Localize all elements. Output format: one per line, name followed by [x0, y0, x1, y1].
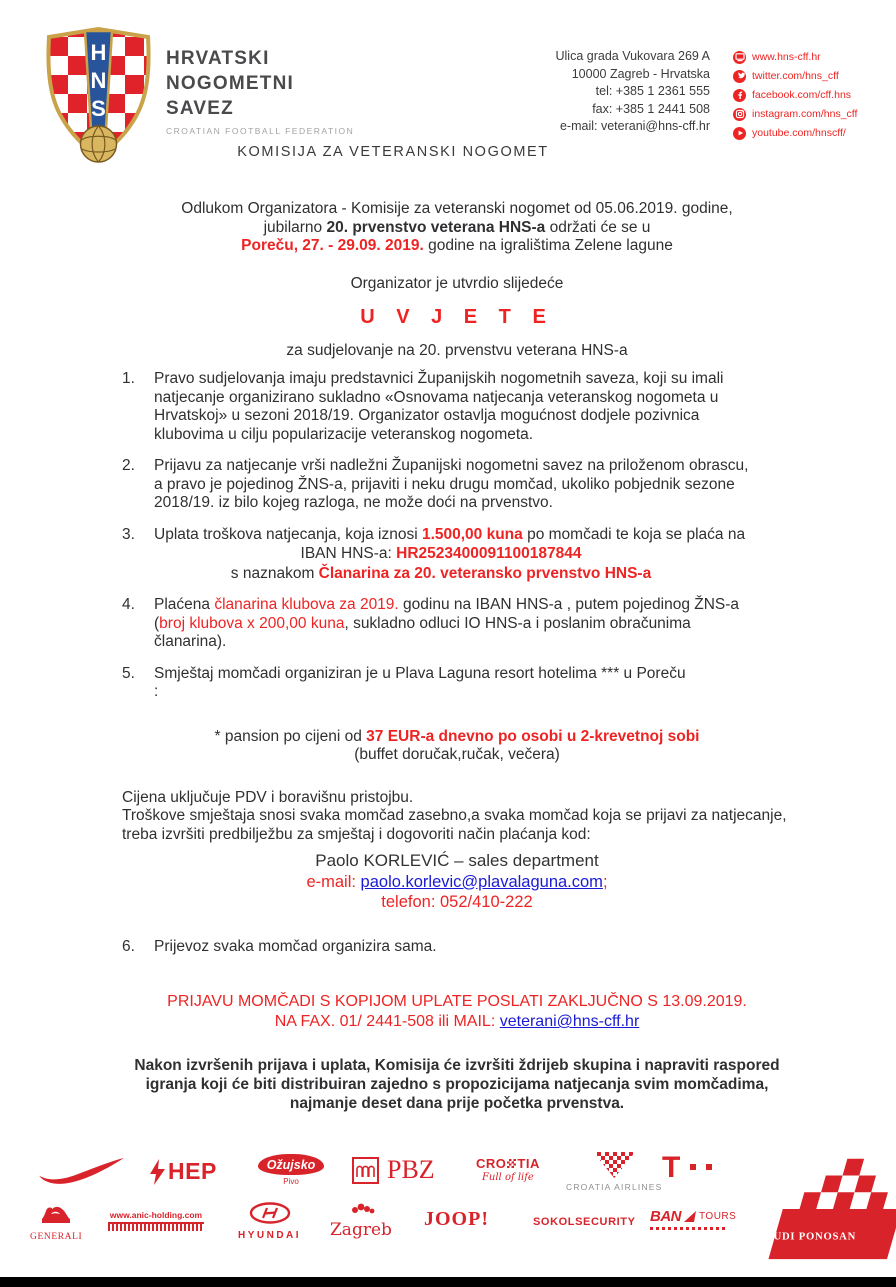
list-item: [122, 596, 792, 652]
ozujsko-label: Ožujsko: [266, 1157, 316, 1172]
croatia-tourism-logo: [476, 1156, 540, 1183]
item-number: 5.: [122, 664, 135, 682]
social-label: youtube.com/hnscff/: [752, 127, 846, 139]
pbz-label: PBZ: [387, 1155, 435, 1184]
joop-label: JOOP!: [424, 1208, 489, 1230]
croatia-airlines-label: CROATIA AIRLINES: [566, 1182, 663, 1192]
ozujsko-sub-label: Pivo: [283, 1177, 299, 1186]
item-main-text: Uplata troškova natjecanja, koja iznosi 1.500,00 kuna po momčadi te koja se plaća na: [154, 525, 746, 543]
deadline-notice: PRIJAVU MOMČADI S KOPIJOM UPLATE POSLATI ZAKLJUČNO S 13.09.2019. NA FAX. 01/ 2441-508 ili MAIL: veterani@hns-cff.hr: [167, 993, 747, 1030]
list-item: [122, 665, 792, 702]
hyundai-oval-icon: [249, 1202, 291, 1224]
generali-label: GENERALI: [30, 1232, 83, 1242]
zagreb-crown-icon: [343, 1203, 379, 1215]
hep-label: HEP: [168, 1158, 217, 1184]
federation-name: [166, 46, 354, 136]
ban-dots-icon: [650, 1227, 728, 1230]
phone-line: tel: +385 1 2361 555: [595, 84, 710, 98]
croatia-part1: CRO: [476, 1156, 507, 1171]
subtitle-line: za sudjelovanje na 20. prvenstvu veterana HNS-a: [286, 341, 628, 359]
social-label: www.hns-cff.hr: [752, 51, 821, 63]
budi-ponosan-banner: [744, 1146, 896, 1278]
joop-logo: [424, 1208, 489, 1231]
department-title: KOMISIJA ZA VETERANSKI NOGOMET: [237, 144, 549, 160]
address-line: 10000 Zagreb - Hrvatska: [571, 66, 710, 81]
payment-note-line: s naznakom Članarina za 20. veteransko prvenstvo HNS-a: [230, 564, 652, 582]
bottom-black-bar: [0, 1277, 896, 1287]
svg-text:N: N: [90, 68, 107, 93]
svg-text:H: H: [90, 40, 107, 65]
list-item: [122, 938, 792, 957]
anic-skyline-icon: [108, 1222, 204, 1231]
item-text: [154, 526, 760, 584]
hep-logo: [150, 1158, 217, 1185]
list-item: [122, 526, 792, 584]
item-number: 3.: [122, 525, 135, 543]
item-text: Plaćena članarina klubova za 2019. godinu na IBAN HNS-a , putem pojedinog ŽNS-a (broj klubova x 200,00 kuna, sukladno odluci IO HNS-a i poslanim obračunima članarina).: [154, 596, 740, 650]
website-icon: [733, 51, 746, 64]
brand-line: NOGOMETNI: [166, 73, 294, 94]
sokol-security-logo: [533, 1216, 636, 1228]
email-line: e-mail: veterani@hns-cff.hr: [559, 119, 710, 133]
item-text: Prijevoz svaka momčad organizira sama.: [154, 937, 437, 955]
telekom-dot-icon: [706, 1164, 712, 1170]
social-label: facebook.com/cff.hns: [752, 89, 852, 101]
contact-person-block: [122, 852, 792, 912]
nike-swoosh-icon: [36, 1156, 128, 1184]
pansion-meals-line: (buffet doručak,ručak, večera): [354, 746, 560, 763]
croatia-airlines-logo: [566, 1152, 663, 1192]
ban-pennant-icon: [684, 1211, 696, 1222]
twitter-icon: [733, 70, 746, 83]
email-link[interactable]: paolo.korlevic@plavalaguna.com: [360, 872, 603, 891]
ban-label: BAN: [650, 1208, 681, 1225]
closing-paragraph: Nakon izvršenih prijava i uplata, Komisija će izvršiti ždrijeb skupina i napraviti raspored igranja koji će biti distribuiran zajedno s propozicijama natjecanja svim momčadima, najmanje deset dana prije početka prvenstva.: [134, 1057, 780, 1112]
iban-line: IBAN HNS-a: HR2523400091100187844: [300, 545, 582, 562]
hyundai-label: HYUNDAI: [238, 1230, 302, 1241]
list-item: [122, 370, 792, 444]
telekom-logo: [662, 1151, 712, 1184]
fax-line: fax: +385 1 2441 508: [592, 101, 710, 116]
organizer-line: Organizator je utvrdio slijedeće: [350, 274, 564, 292]
telekom-dot-icon: [690, 1164, 696, 1170]
social-website: [733, 50, 857, 64]
item-text: Smještaj momčadi organiziran je u Plava Laguna resort hotelima *** u Poreču :: [154, 664, 686, 700]
pansion-price-line: * pansion po cijeni od 37 EUR-a dnevno po osobi u 2-krevetnoj sobi: [214, 727, 700, 745]
contact-person-phone: telefon: 052/410-222: [381, 893, 533, 911]
item-text: Pravo sudjelovanja imaju predstavnici Županijskih nogometnih saveza, koji su imali natjecanje organizirano sukladno «Osnovama natjecanja veteranskog nogometa u Hrvatskoj» u sezoni 2018/19. Organizator ostavlja mogućnost dodjele pozivnica klubovima u cilju popularizacije veteranskog nogometa.: [154, 370, 724, 443]
item-number: 6.: [122, 937, 135, 955]
letter-body: [122, 200, 792, 1113]
facebook-icon: [733, 89, 746, 102]
email-link[interactable]: veterani@hns-cff.hr: [499, 1013, 640, 1030]
social-label: twitter.com/hns_cff: [752, 70, 839, 82]
social-facebook: [733, 88, 857, 102]
social-label: instagram.com/hns_cff: [752, 108, 858, 120]
anic-holding-logo: [108, 1210, 204, 1231]
sponsor-footer: [0, 1140, 896, 1287]
intro-paragraph: Odlukom Organizatora - Komisije za veteranski nogomet od 05.06.2019. godine, jubilarno 20. prvenstvo veterana HNS-a održati će se u Poreču, 27. - 29.09. 2019. godine na igralištima Zelene lagune: [181, 200, 733, 254]
pbz-arches-icon: [352, 1157, 379, 1184]
contact-person-email: e-mail: paolo.korlevic@plavalaguna.com;: [306, 872, 608, 891]
tours-label: TOURS: [699, 1211, 737, 1222]
hep-lightning-icon: [150, 1159, 166, 1185]
checker-square-icon: [507, 1159, 516, 1168]
hyundai-logo: [238, 1202, 301, 1241]
anic-label: www.anic-holding.com: [109, 1210, 203, 1220]
sokol-label: SOKOLSECURITY: [533, 1216, 636, 1228]
contact-person-name: Paolo KORLEVIĆ – sales department: [315, 851, 599, 870]
social-links: [733, 50, 857, 145]
contact-block: [400, 48, 710, 136]
svg-text:S: S: [91, 96, 106, 121]
social-instagram: [733, 107, 857, 121]
youtube-icon: [733, 127, 746, 140]
item-number: 1.: [122, 370, 135, 387]
uvjete-title: U V J E T E: [360, 306, 554, 328]
brand-subtitle: CROATIAN FOOTBALL FEDERATION: [166, 126, 355, 136]
budi-ponosan-label: BUDI PONOSAN: [765, 1231, 857, 1243]
pansion-block: [122, 728, 792, 765]
nike-logo: [36, 1156, 128, 1189]
croatia-airlines-triangle-icon: [593, 1152, 635, 1178]
ozujsko-banner: [258, 1154, 324, 1175]
letterhead: [0, 0, 896, 170]
croatia-part2: TIA: [517, 1156, 540, 1171]
brand-line: HRVATSKI: [166, 48, 270, 69]
ozujsko-logo: [258, 1154, 324, 1186]
item-number: 2.: [122, 457, 135, 474]
social-twitter: [733, 69, 857, 83]
zagreb-logo: [330, 1202, 392, 1240]
item-number: 4.: [122, 596, 135, 613]
address-line: Ulica grada Vukovara 269 A: [555, 49, 710, 63]
social-youtube: [733, 126, 857, 140]
generali-logo: [30, 1202, 82, 1242]
telekom-t-label: T: [662, 1151, 681, 1184]
list-item: [122, 457, 792, 513]
ban-tours-logo: [650, 1208, 736, 1230]
item-text: Prijavu za natjecanje vrši nadležni Županijski nogometni savez na priloženom obrascu, a pravo je pojedinog ŽNS-a, prijaviti i neku drugu momčad, ukoliko pobjednik sezone 2018/19. iz bilo kojeg razloga, ne može doći na prvenstvo.: [154, 457, 749, 511]
conditions-list: [122, 370, 792, 702]
generali-lion-icon: [39, 1202, 73, 1226]
instagram-icon: [733, 108, 746, 121]
price-info-paragraph: Cijena uključuje PDV i boravišnu pristojbu. Troškove smještaja snosi svaka momčad zasebno,a svaka momčad koja se prijavi za natjecanje, treba izvršiti predbilježbu za smještaj i dogovoriti način plaćanja kod:: [122, 788, 787, 843]
full-of-life-label: Full of life: [481, 1172, 534, 1183]
brand-line: SAVEZ: [166, 98, 234, 119]
zagreb-label: Zagreb: [330, 1220, 392, 1240]
pbz-logo: [352, 1155, 435, 1185]
